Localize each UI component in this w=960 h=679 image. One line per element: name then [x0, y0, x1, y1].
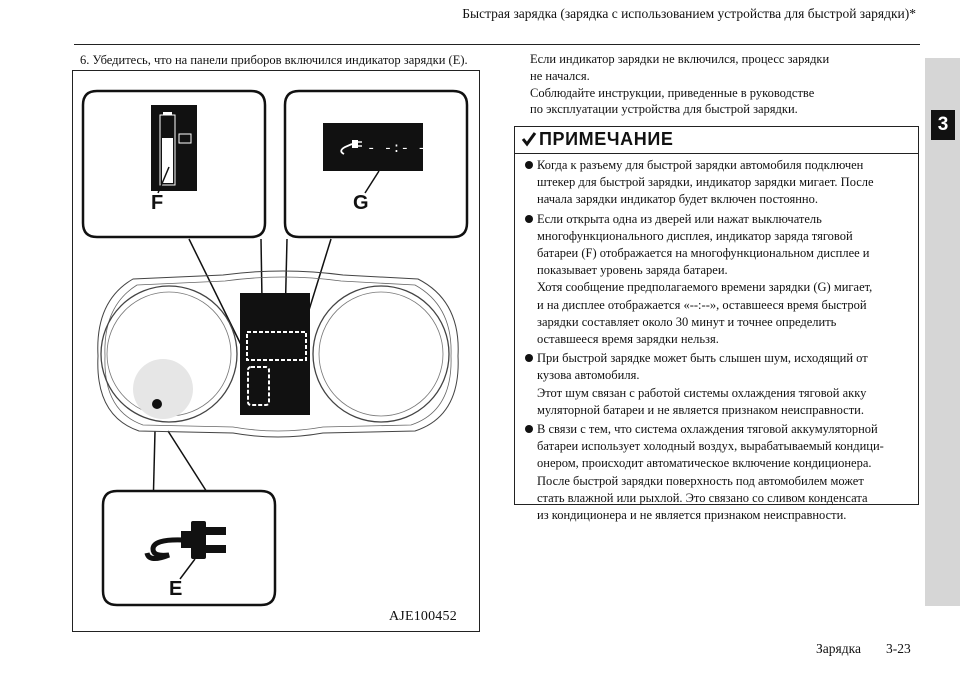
note-header [515, 127, 918, 154]
note-line: стать влажной или рыхлой. Это связано со сливом конденсата [537, 490, 868, 505]
callout-charging-indicator [103, 491, 275, 605]
note-item [515, 350, 918, 419]
note-line: зарядки составляет около 30 минут и точнее определить [537, 314, 837, 329]
note-line: показывает уровень заряда батареи. [537, 263, 728, 278]
callout-charge-time [285, 91, 467, 237]
note-list [515, 155, 918, 524]
note-line: оставшееся время зарядки нельзя. [537, 332, 719, 347]
intro-line: Если индикатор зарядки не включился, процесс зарядки [530, 52, 830, 66]
label-g: G [353, 192, 369, 214]
label-f: F [151, 192, 164, 214]
intro-line: Соблюдайте инструкции, приведенные в руководстве [530, 85, 815, 100]
note-line: многофункционального дисплея, индикатор заряда тяговой [537, 228, 853, 243]
note-line: кузова автомобиля. [537, 368, 640, 383]
note-line: батареи (F) отображается на многофункциональном дисплее и [537, 246, 870, 261]
note-item [515, 157, 918, 209]
instrument-cluster [98, 271, 458, 437]
checkmark-icon [521, 131, 537, 147]
bullet-icon [525, 161, 533, 169]
instrument-panel-figure [72, 70, 480, 632]
battery-level-indicator-icon [151, 105, 197, 191]
note-line: Когда к разъему для быстрой зарядки автомобиля подключен [537, 158, 864, 172]
label-e: E [169, 578, 183, 600]
page-number: 3-23 [886, 641, 911, 656]
note-line: штекер для быстрой зарядки, индикатор зарядки мигает. После [537, 175, 874, 190]
page-header: Быстрая зарядка (зарядка с использованием устройства для быстрой зарядки)* [462, 6, 916, 21]
note-line: В связи с тем, что система охлаждения тяговой аккумуляторной [537, 422, 878, 437]
note-line: муляторной батареи и не является признаком неисправности. [537, 402, 864, 417]
charge-time-text: - -:- - [367, 141, 426, 157]
intro-line: по эксплуатации устройства для быстрой зарядки. [530, 102, 798, 117]
charging-indicator-lamp [152, 399, 162, 409]
header-rule [74, 44, 920, 45]
figure-code: AJE100452 [389, 609, 457, 624]
instrument-panel-illustration [73, 71, 481, 633]
note-line: онером, происходит автоматическое включение кондиционера. [537, 456, 872, 471]
note-box [514, 126, 919, 523]
note-line: Хотя сообщение предполагаемого времени зарядки (G) мигает, [537, 280, 873, 295]
note-line: При быстрой зарядке может быть слышен шум, исходящий от [537, 351, 868, 366]
bullet-icon [525, 354, 533, 362]
note-line: После быстрой зарядки поверхность под автомобилем может [537, 473, 864, 488]
note-line: и на дисплее отображается «--:--», оставшееся время быстрой [537, 297, 867, 312]
intro-paragraph [530, 51, 910, 118]
chapter-side-tab [925, 58, 960, 606]
note-line: Если открыта одна из дверей или нажат выключатель [537, 211, 822, 226]
intro-line: не начался. [530, 68, 590, 83]
note-line: из кондиционера и не является признаком неисправности. [537, 508, 847, 523]
note-item [515, 421, 918, 524]
bullet-icon [525, 215, 533, 223]
chapter-number: 3 [931, 110, 955, 140]
note-item [515, 211, 918, 349]
bullet-icon [525, 425, 533, 433]
note-title: ПРИМЕЧАНИЕ [539, 129, 674, 149]
multi-info-display [240, 293, 310, 415]
note-line: батареи использует холодный воздух, вырабатываемый кондици- [537, 439, 884, 454]
note-line: начала зарядки индикатор будет включен постоянно. [537, 192, 818, 207]
callout-battery-level [83, 91, 265, 237]
step-6-text: 6. Убедитесь, что на панели приборов включился индикатор зарядки (E). [80, 53, 468, 67]
note-line: Этот шум связан с работой системы охлаждения тяговой акку [537, 385, 867, 400]
footer-section: Зарядка [816, 641, 861, 656]
